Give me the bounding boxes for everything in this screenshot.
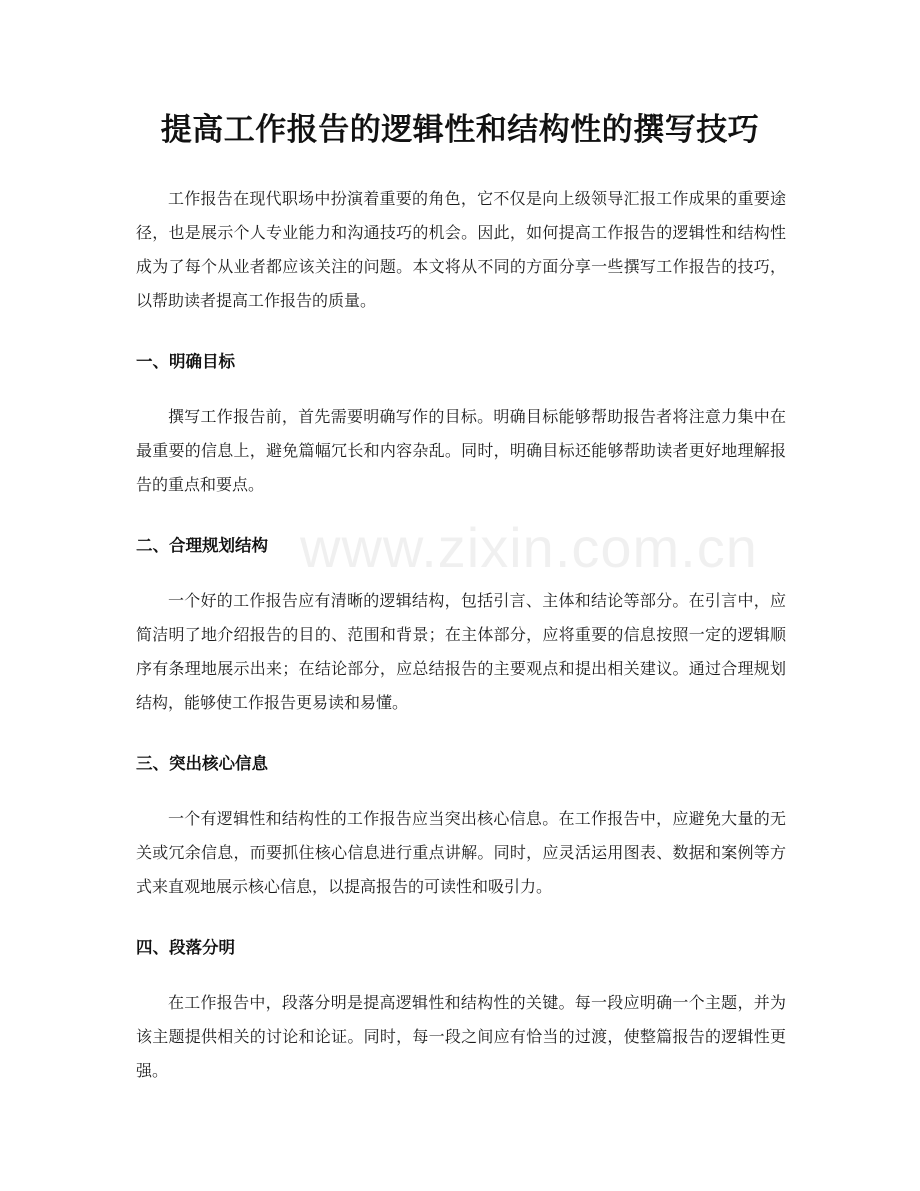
intro-paragraph: 工作报告在现代职场中扮演着重要的角色，它不仅是向上级领导汇报工作成果的重要途径，也是展示个人专业能力和沟通技巧的机会。因此，如何提高工作报告的逻辑性和结构性成为了每个从业者都应该关注的问题。本文将从不同的方面分享一些撰写工作报告的技巧，以帮助读者提高工作报告的质量。 [136,189,786,310]
section-paragraph-4: 在工作报告中，段落分明是提高逻辑性和结构性的关键。每一段应明确一个主题，并为该主题提供相关的讨论和论证。同时，每一段之间应有恰当的过渡，使整篇报告的逻辑性更强。 [136,993,786,1080]
document-title: 提高工作报告的逻辑性和结构性的撰写技巧 [160,112,760,148]
section-paragraph-2: 一个好的工作报告应有清晰的逻辑结构，包括引言、主体和结论等部分。在引言中，应简洁明了地介绍报告的目的、范围和背景；在主体部分，应将重要的信息按照一定的逻辑顺序有条理地展示出来；在结论部分，应总结报告的主要观点和提出相关建议。通过合理规划结构，能够使工作报告更易读和易懂。 [136,591,786,712]
section-heading-2: 二、合理规划结构 [136,536,268,555]
section-heading-4: 四、段落分明 [136,938,235,957]
section-heading-3: 三、突出核心信息 [136,754,268,773]
watermark: www.zixin.com.cn [300,516,758,579]
document-body [136,182,786,1088]
section-paragraph-3: 一个有逻辑性和结构性的工作报告应当突出核心信息。在工作报告中，应避免大量的无关或冗余信息，而要抓住核心信息进行重点讲解。同时，应灵活运用图表、数据和案例等方式来直观地展示核心信息，以提高报告的可读性和吸引力。 [136,809,786,896]
section-paragraph-1: 撰写工作报告前，首先需要明确写作的目标。明确目标能够帮助报告者将注意力集中在最重要的信息上，避免篇幅冗长和内容杂乱。同时，明确目标还能够帮助读者更好地理解报告的重点和要点。 [136,407,786,494]
section-heading-1: 一、明确目标 [136,352,235,371]
